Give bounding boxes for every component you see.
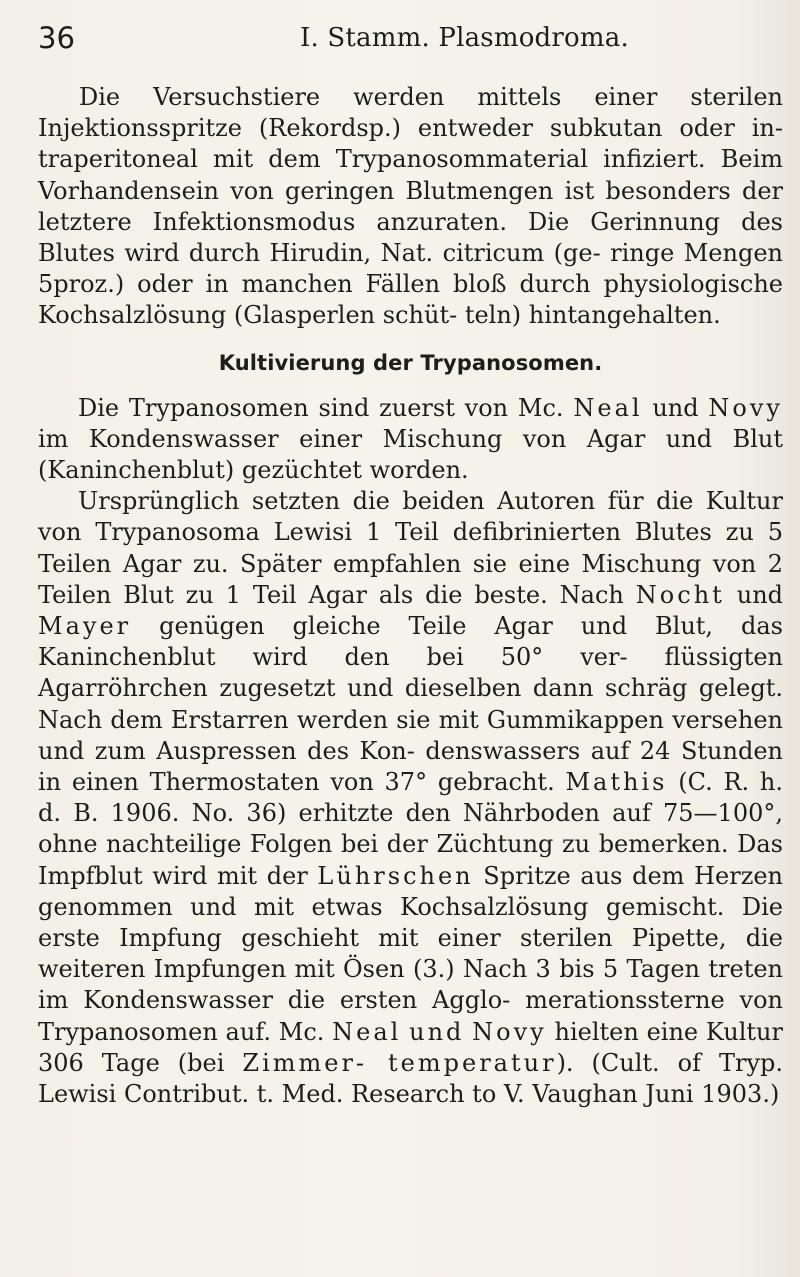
author-name: Mathis: [565, 768, 668, 797]
page-content: [38, 82, 783, 1110]
author-name: Mayer: [38, 612, 132, 641]
text-run: genügen gleiche Teile Agar und Blut, das Kaninchenblut wird den bei 50° ver- flüssigten Agarröhrchen zugesetzt und dieselben dann schräg gelegt. Nach dem Erstarren werden sie mit Gummikappen versehen und zum Auspressen des Kon- denswassers auf 24 Stunden in einen Thermostaten von 37° gebracht.: [38, 612, 783, 797]
text-run: Die Trypanosomen sind zuerst von Mc.: [78, 393, 574, 422]
page-header: [0, 18, 800, 58]
text-run: im Kondenswasser einer Mischung von Agar und Blut (Kaninchenblut) gezüchtet worden.: [38, 424, 783, 485]
text-run: [401, 1018, 409, 1046]
text-run: (C. R. h. d. B. 1906. No. 36) erhitzte den Nährboden auf 75—100°, ohne nachteilige Folgen bei der Züchtung zu bemerken. Das Impfblut wird mit der: [38, 768, 783, 890]
paragraph-first-cultivation: [38, 393, 783, 487]
text-run: [464, 1018, 472, 1046]
author-name: Neal: [573, 393, 643, 422]
running-title: I. Stamm. Plasmodroma.: [300, 23, 629, 53]
text-run: Spritze aus dem Herzen genommen und mit etwas Kochsalzlösung gemischt. Die erste Impfung geschieht mit einer sterilen Pipette, die weiteren Impfungen mit Ösen (3.) Nach 3 bis 5 Tagen treten im Kondenswasser die ersten Agglo- merationssterne von Trypanosomen auf. Mc.: [38, 861, 784, 1046]
section-heading: Kultivierung der Trypanosomen.: [218, 350, 603, 375]
page-number: 36: [38, 21, 75, 55]
text-run: Ursprünglich setzten die beiden Autoren für die Kultur von Trypanosoma Lewisi 1 Teil defibrinierten Blutes zu 5 Teilen Agar zu. Später empfahlen sie eine Mischung von 2 Teilen Blut zu 1 Teil Agar als die beste. Nach: [38, 487, 783, 609]
text-run: und: [642, 393, 709, 422]
author-name: Novy: [472, 1017, 547, 1046]
paragraph-culture-methods: [38, 486, 783, 1110]
author-name: Neal: [332, 1017, 402, 1046]
conjunction-spaced: und: [409, 1017, 465, 1046]
paragraph-infection-method: Die Versuchstiere werden mittels einer sterilen Injektionsspritze (Rekordsp.) entweder subkutan oder in- traperitoneal mit dem Trypanosommaterial infiziert. Beim Vorhandensein von geringen Blutmengen ist besonders der letztere Infektionsmodus anzuraten. Die Gerinnung des Blutes wird durch Hirudin, Nat. citricum (ge- ringe Mengen 5proz.) oder in manchen Fällen bloß durch physiologische Kochsalzlösung (Glasperlen schüt- teln) hintangehalten.: [38, 83, 783, 330]
text-run: hielten eine Kultur 306 Tage (bei: [38, 1017, 783, 1077]
text-run: ). (Cult. of Tryp. Lewisi Contribut. t. Med. Research to V. Vaughan Juni 1903.): [38, 1048, 784, 1109]
author-name: Novy: [708, 393, 783, 422]
author-name: Nocht: [635, 580, 725, 609]
text-run: und: [724, 580, 784, 609]
author-name: Lührschen: [317, 861, 474, 890]
emphasized-term: Zimmer- temperatur: [242, 1048, 557, 1077]
